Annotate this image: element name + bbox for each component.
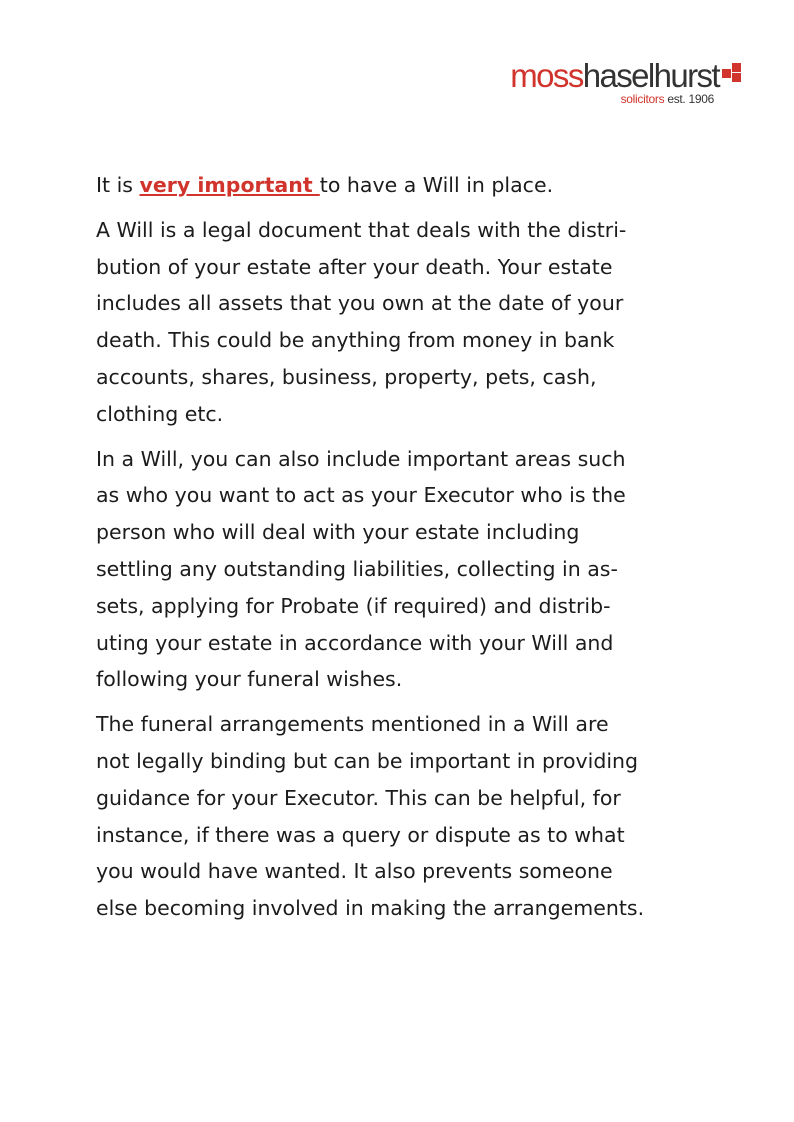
executor-paragraph	[96, 441, 656, 699]
paragraph-line: bution of your estate after your death. Your estate	[96, 254, 613, 279]
paragraph-line: sets, applying for Probate (if required) and distrib-	[96, 593, 611, 618]
firm-logo	[510, 58, 742, 106]
paragraph-line: uting your estate in accordance with your Will and	[96, 630, 614, 655]
paragraph-line: In a Will, you can also include important areas such	[96, 446, 626, 471]
will-definition-paragraph	[96, 212, 656, 433]
emphasis-very-important: very important	[139, 173, 320, 197]
logo-tagline	[510, 92, 714, 106]
paragraph-line: accounts, shares, business, property, pets, cash,	[96, 364, 597, 389]
intro-text-start: It is	[96, 173, 140, 197]
paragraph-line: clothing etc.	[96, 401, 224, 426]
paragraph-line: instance, if there was a query or dispute as to what	[96, 822, 625, 847]
paragraph-line: as who you want to act as your Executor who is the	[96, 483, 626, 508]
paragraph-line: The funeral arrangements mentioned in a Will are	[96, 712, 609, 737]
paragraph-line: person who will deal with your estate including	[96, 520, 580, 545]
paragraph-line: includes all assets that you own at the date of your	[96, 291, 624, 316]
paragraph-line: else becoming involved in making the arrangements.	[96, 896, 645, 921]
logo-tagline-established: est. 1906	[667, 92, 714, 106]
paragraph-line: death. This could be anything from money in bank	[96, 328, 615, 353]
intro-paragraph	[96, 167, 656, 204]
letter-body	[96, 167, 656, 935]
logo-wordmark	[510, 58, 742, 94]
paragraph-line: settling any outstanding liabilities, collecting in as-	[96, 556, 618, 581]
paragraph-line: following your funeral wishes.	[96, 667, 403, 692]
paragraph-line: you would have wanted. It also prevents someone	[96, 859, 613, 884]
paragraph-line: A Will is a legal document that deals with the distri-	[96, 217, 627, 242]
logo-squares-icon	[722, 63, 742, 83]
intro-text-end: to have a Will in place.	[319, 173, 554, 197]
funeral-paragraph	[96, 706, 656, 927]
logo-word-haselhurst: haselhurst	[582, 57, 719, 94]
logo-word-moss: moss	[510, 57, 583, 94]
paragraph-line: guidance for your Executor. This can be helpful, for	[96, 785, 621, 810]
paragraph-line: not legally binding but can be important in providing	[96, 748, 639, 773]
logo-tagline-solicitors: solicitors	[620, 92, 665, 106]
